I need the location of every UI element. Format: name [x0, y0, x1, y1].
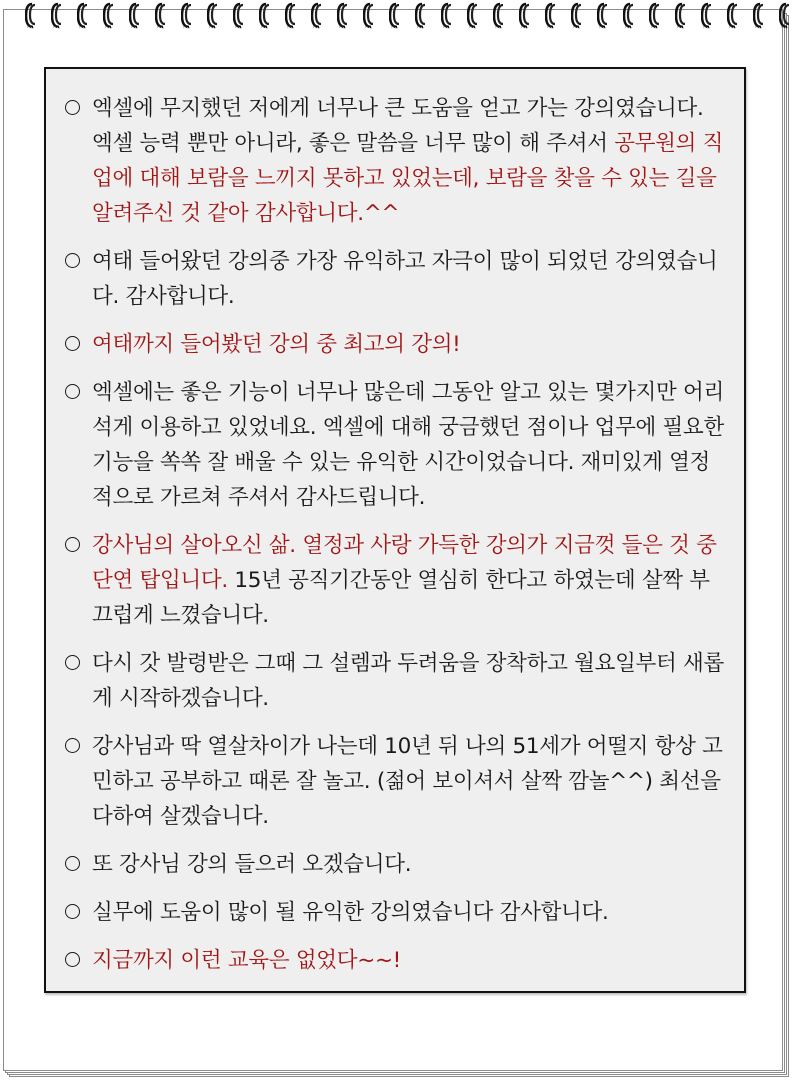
spiral-ring-icon — [311, 2, 323, 29]
spiral-ring-icon — [467, 2, 479, 29]
spiral-ring-icon — [259, 2, 271, 29]
circle-bullet-icon — [65, 952, 80, 967]
feedback-item — [64, 729, 730, 834]
spiral-binding — [0, 0, 800, 32]
spiral-ring-icon — [233, 2, 245, 29]
spiral-ring-icon — [415, 2, 427, 29]
spiral-ring-icon — [597, 2, 609, 29]
feedback-item — [64, 847, 730, 882]
circle-bullet-icon — [65, 856, 80, 871]
circle-bullet-icon — [65, 537, 80, 552]
feedback-text: 강사님과 딱 열살차이가 나는데 10년 뒤 나의 51세가 어떨지 항상 고민하고 공부하고 때론 잘 놀고. (젊어 보이셔서 살짝 깜놀^^) 최선을 다하여 살겠습니다. — [92, 734, 723, 829]
spiral-ring-icon — [77, 2, 89, 29]
spiral-ring-icon — [103, 2, 115, 29]
spiral-ring-icon — [493, 2, 505, 29]
spiral-ring-icon — [545, 2, 557, 29]
circle-bullet-icon — [65, 384, 80, 399]
feedback-item — [64, 943, 730, 978]
feedback-text: 다시 갓 발령받은 그때 그 설렘과 두려움을 장착하고 월요일부터 새롭게 시작하겠습니다. — [92, 651, 724, 711]
feedback-highlight-text: 공무원의 직업에 대해 보람을 느끼지 못하고 있었는데, 보람을 찾을 수 있는 길을 알려주신 것 같아 감사합니다.^^ — [92, 131, 724, 226]
spiral-ring-icon — [363, 2, 375, 29]
feedback-box — [44, 67, 746, 993]
feedback-text: 여태 들어왔던 강의중 가장 유익하고 자극이 많이 되었던 강의였습니다. 감사합니다. — [92, 249, 718, 309]
feedback-text: 실무에 도움이 많이 될 유익한 강의였습니다 감사합니다. — [92, 900, 609, 925]
feedback-item — [64, 375, 730, 515]
feedback-highlight-text: 여태까지 들어봤던 강의 중 최고의 강의! — [92, 332, 461, 357]
feedback-text: 또 강사님 강의 들으러 오겠습니다. — [92, 852, 412, 877]
feedback-text: 엑셀에 무지했던 저에게 너무나 큰 도움을 얻고 가는 강의였습니다. 엑셀 능력 뿐만 아니라, 좋은 말씀을 너무 많이 해 주셔서 — [92, 96, 704, 156]
feedback-item — [64, 895, 730, 930]
spiral-ring-icon — [25, 2, 37, 29]
spiral-ring-icon — [727, 2, 739, 29]
circle-bullet-icon — [65, 100, 80, 115]
circle-bullet-icon — [65, 336, 80, 351]
feedback-item — [64, 91, 730, 231]
feedback-text: 엑셀에는 좋은 기능이 너무나 많은데 그동안 알고 있는 몇가지만 어리석게 이용하고 있었네요. 엑셀에 대해 궁금했던 점이나 업무에 필요한 기능을 쏙쏙 잘 배울 수 있는 유익한 시간이었습니다. 재미있게 열정적으로 가르쳐 주셔서 감사드립니다. — [92, 380, 724, 510]
spiral-ring-icon — [675, 2, 687, 29]
feedback-item — [64, 327, 730, 362]
feedback-highlight-text: 지금까지 이런 교육은 없었다~~! — [92, 948, 401, 973]
spiral-ring-icon — [779, 2, 791, 29]
spiral-ring-icon — [155, 2, 167, 29]
spiral-ring-icon — [519, 2, 531, 29]
spiral-ring-icon — [571, 2, 583, 29]
feedback-highlight-text: 강사님의 살아오신 삶. 열정과 사랑 가득한 강의가 지금껏 들은 것 중 단연 탑입니다. — [92, 533, 717, 593]
circle-bullet-icon — [65, 738, 80, 753]
spiral-ring-icon — [181, 2, 193, 29]
feedback-list — [64, 91, 730, 991]
feedback-item — [64, 528, 730, 633]
feedback-item — [64, 244, 730, 314]
spiral-ring-icon — [207, 2, 219, 29]
feedback-text: 15년 공직기간동안 열심히 한다고 하였는데 살짝 부끄럽게 느꼈습니다. — [92, 568, 710, 628]
spiral-ring-icon — [129, 2, 141, 29]
spiral-ring-icon — [649, 2, 661, 29]
spiral-ring-icon — [337, 2, 349, 29]
circle-bullet-icon — [65, 253, 80, 268]
spiral-ring-icon — [389, 2, 401, 29]
circle-bullet-icon — [65, 904, 80, 919]
circle-bullet-icon — [65, 655, 80, 670]
spiral-ring-icon — [441, 2, 453, 29]
spiral-ring-icon — [701, 2, 713, 29]
spiral-ring-icon — [51, 2, 63, 29]
feedback-item — [64, 646, 730, 716]
spiral-ring-icon — [753, 2, 765, 29]
spiral-ring-icon — [623, 2, 635, 29]
spiral-ring-icon — [285, 2, 297, 29]
